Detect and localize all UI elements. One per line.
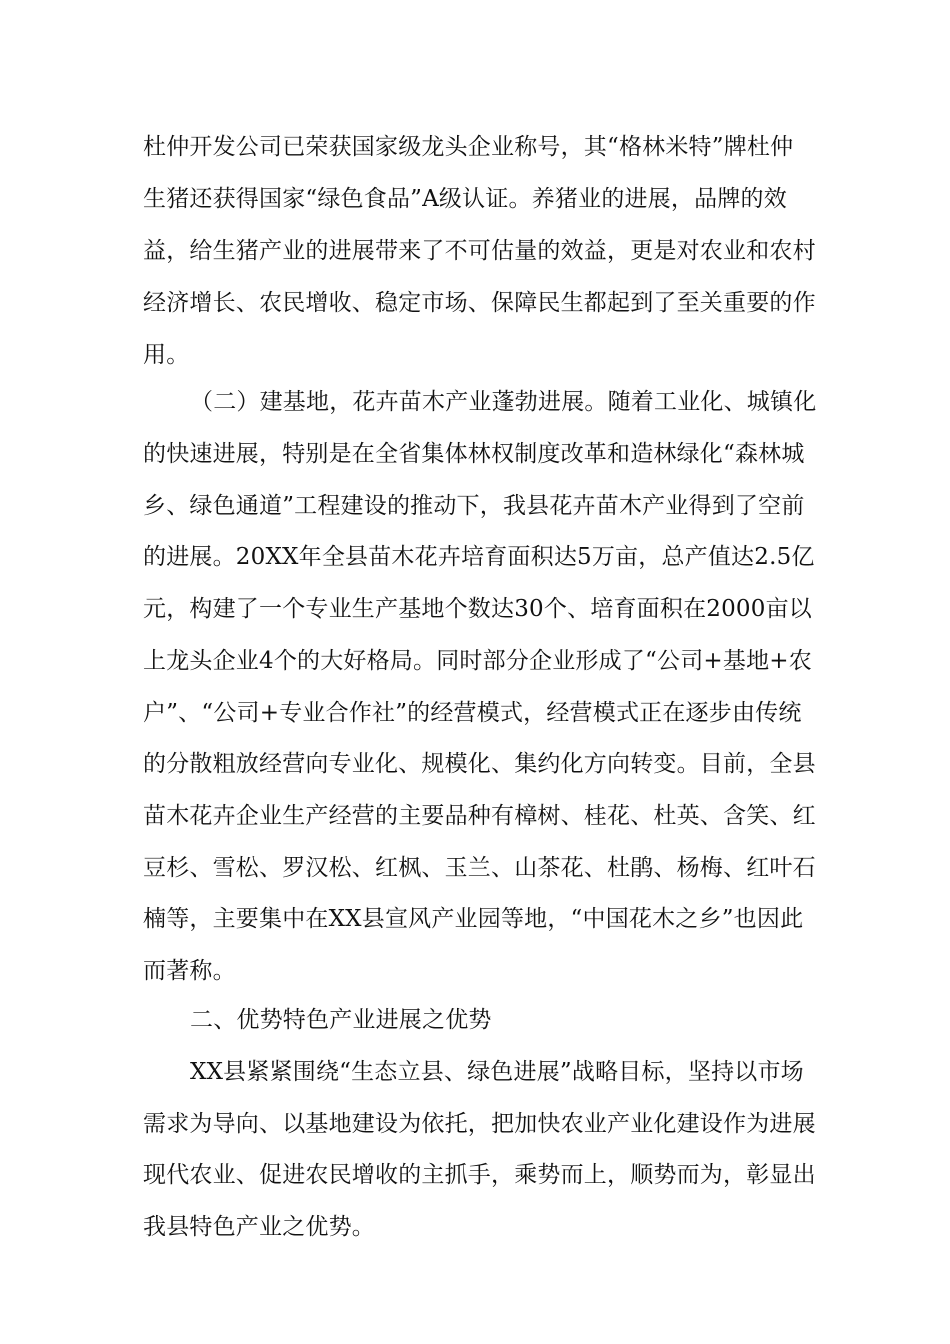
paragraph-line: 的分散粗放经营向专业化、规模化、集约化方向转变。目前，全县 [143,751,816,777]
paragraph-line: 益，给生猪产业的进展带来了不可估量的效益，更是对农业和农村 [143,238,816,264]
paragraph-line: 苗木花卉企业生产经营的主要品种有樟树、桂花、杜英、含笑、红 [143,803,816,829]
paragraph-line: 我县特色产业之优势。 [143,1214,375,1240]
paragraph-line: 而著称。 [143,958,236,984]
paragraph-line: 经济增长、农民增收、稳定市场、保障民生都起到了至关重要的作 [143,290,816,316]
paragraph-line: XX县紧紧围绕“生态立县、绿色进展”战略目标，坚持以市场 [190,1059,804,1085]
paragraph-line: 杜仲开发公司已荣获国家级龙头企业称号，其“格林米特”牌杜仲 [143,134,794,160]
paragraph-line: 户”、“公司+专业合作社”的经营模式，经营模式正在逐步由传统 [143,700,802,726]
paragraph-line: 的快速进展，特别是在全省集体林权制度改革和造林绿化“森林城 [143,441,805,467]
paragraph-line: 需求为导向、以基地建设为依托，把加快农业产业化建设作为进展 [143,1111,816,1137]
paragraph-line: 元，构建了一个专业生产基地个数达30个、培育面积在2000亩以 [143,596,812,622]
paragraph-line: 上龙头企业4个的大好格局。同时部分企业形成了“公司+基地+农 [143,648,812,674]
paragraph-line: 楠等，主要集中在XX县宣风产业园等地，“中国花木之乡”也因此 [143,906,804,932]
paragraph-line: 的进展。20XX年全县苗木花卉培育面积达5万亩，总产值达2.5亿 [143,544,815,570]
paragraph-line: 豆杉、雪松、罗汉松、红枫、玉兰、山茶花、杜鹃、杨梅、红叶石 [143,855,816,881]
section-heading-2: （二）建基地，花卉苗木产业蓬勃进展。随着工业化、城镇化 [190,389,817,415]
paragraph-line: 现代农业、促进农民增收的主抓手，乘势而上，顺势而为，彰显出 [143,1162,816,1188]
paragraph-line: 乡、绿色通道”工程建设的推动下，我县花卉苗木产业得到了空前 [143,493,805,519]
paragraph-line: 生猪还获得国家“绿色食品”A级认证。养猪业的进展，品牌的效 [143,186,787,212]
section-heading-main: 二、优势特色产业进展之优势 [190,1007,492,1033]
paragraph-line: 用。 [143,342,190,368]
